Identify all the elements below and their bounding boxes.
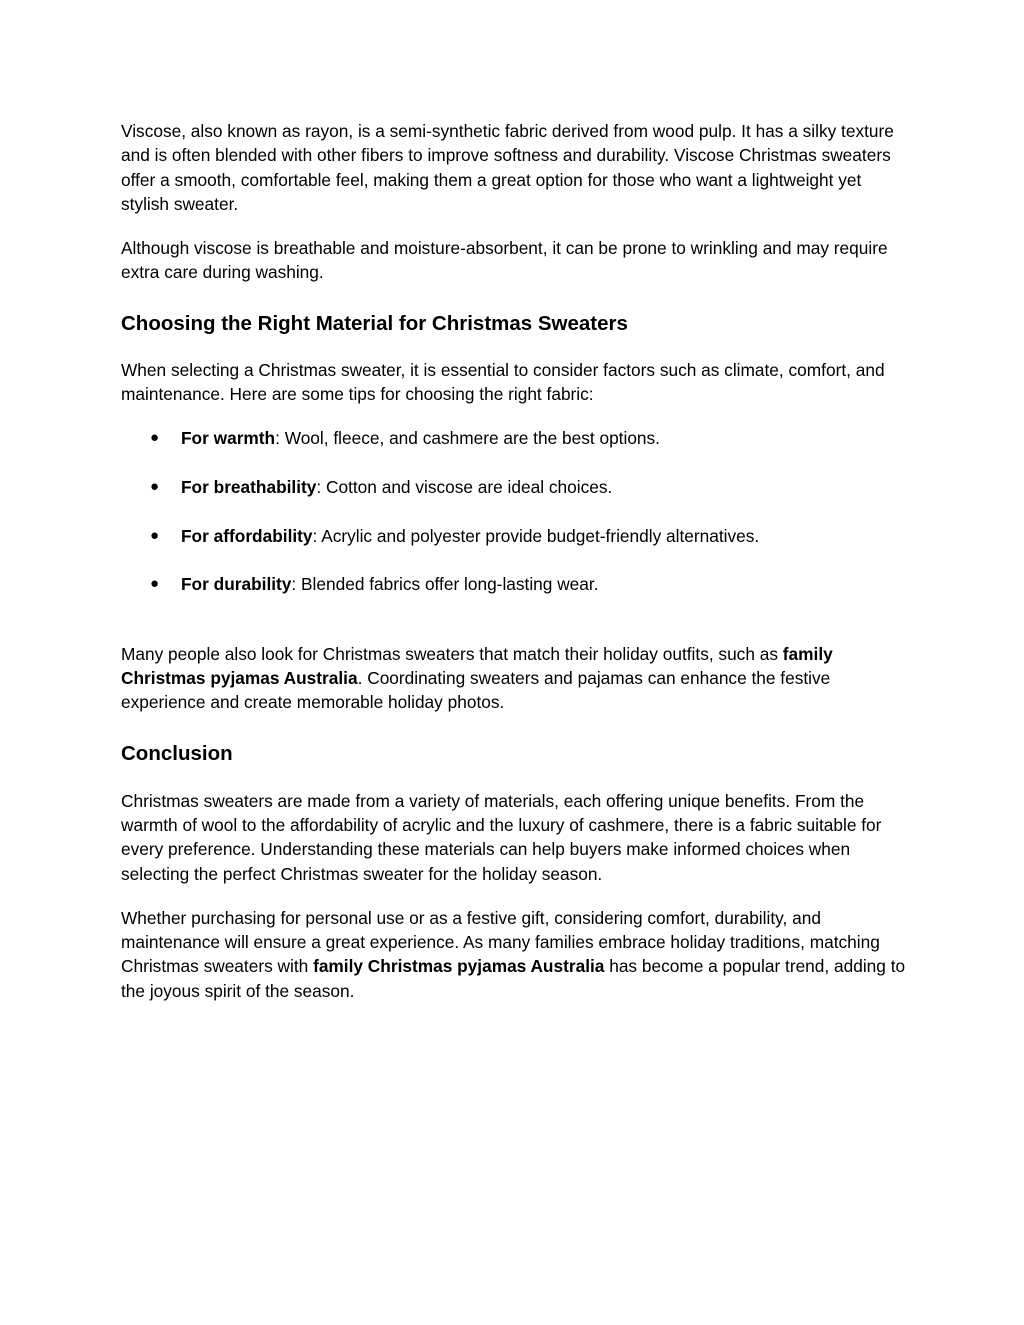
bullet-icon: ● [150,478,160,496]
heading-choosing-material: Choosing the Right Material for Christmas Sweaters [121,311,628,335]
bullet-icon: ● [150,429,160,447]
tip-label: For affordability [181,525,313,546]
tips-list [121,426,911,596]
paragraph-viscose-care: Although viscose is breathable and moisture-absorbent, it can be prone to wrinkling and may require extra care during washing. [121,238,888,283]
document-page [121,119,911,1003]
text-segment: Many people also look for Christmas sweaters that match their holiday outfits, such as [121,643,783,664]
tip-text: : Cotton and viscose are ideal choices. [316,477,613,498]
paragraph-matching-outfits [121,642,911,715]
list-item-warmth [121,426,911,450]
tip-text: : Acrylic and polyester provide budget-friendly alternatives. [312,525,760,546]
list-item-affordability [121,524,911,548]
text-segment: has become a popular trend, adding to the joyous spirit of the season. [121,956,906,1001]
list-item-breathability [121,475,911,499]
text-segment: Whether purchasing for personal use or as a festive gift, considering comfort, durability, and maintenance will ensure a great experience. As many families embrace holiday traditions, matching Christmas sweaters with [121,907,880,977]
paragraph-conclusion-final [121,906,911,1003]
tip-text: : Wool, fleece, and cashmere are the best options. [275,428,660,449]
tip-label: For warmth [181,428,276,449]
paragraph-viscose: Viscose, also known as rayon, is a semi-synthetic fabric derived from wood pulp. It has a silky texture and is often blended with other fibers to improve softness and durability. Viscose Christmas sweaters offer a smooth, comfortable feel, making them a great option for those who want a lightweight yet stylish sweater. [121,121,894,214]
bullet-icon: ● [150,526,160,544]
keyword-bold: family Christmas pyjamas Australia [313,956,605,977]
paragraph-selection-intro: When selecting a Christmas sweater, it is essential to consider factors such as climate, comfort, and maintenance. Here are some tips for choosing the right fabric: [121,359,885,405]
keyword-bold: family Christmas pyjamas Australia [121,643,833,689]
text-segment: . Coordinating sweaters and pajamas can enhance the festive experience and create memorable holiday photos. [121,668,831,713]
tip-label: For breathability [181,477,317,498]
tip-label: For durability [181,574,292,595]
paragraph-conclusion-summary: Christmas sweaters are made from a variety of materials, each offering unique benefits. From the warmth of wool to the affordability of acrylic and the luxury of cashmere, there is a fabric suitable for every preference. Understanding these materials can help buyers make informed choices when selecting the perfect Christmas sweater for the holiday season. [121,790,882,884]
heading-conclusion: Conclusion [121,741,233,765]
bullet-icon: ● [150,575,160,593]
list-item-durability [121,572,911,596]
tip-text: : Blended fabrics offer long-lasting wear. [291,574,599,595]
